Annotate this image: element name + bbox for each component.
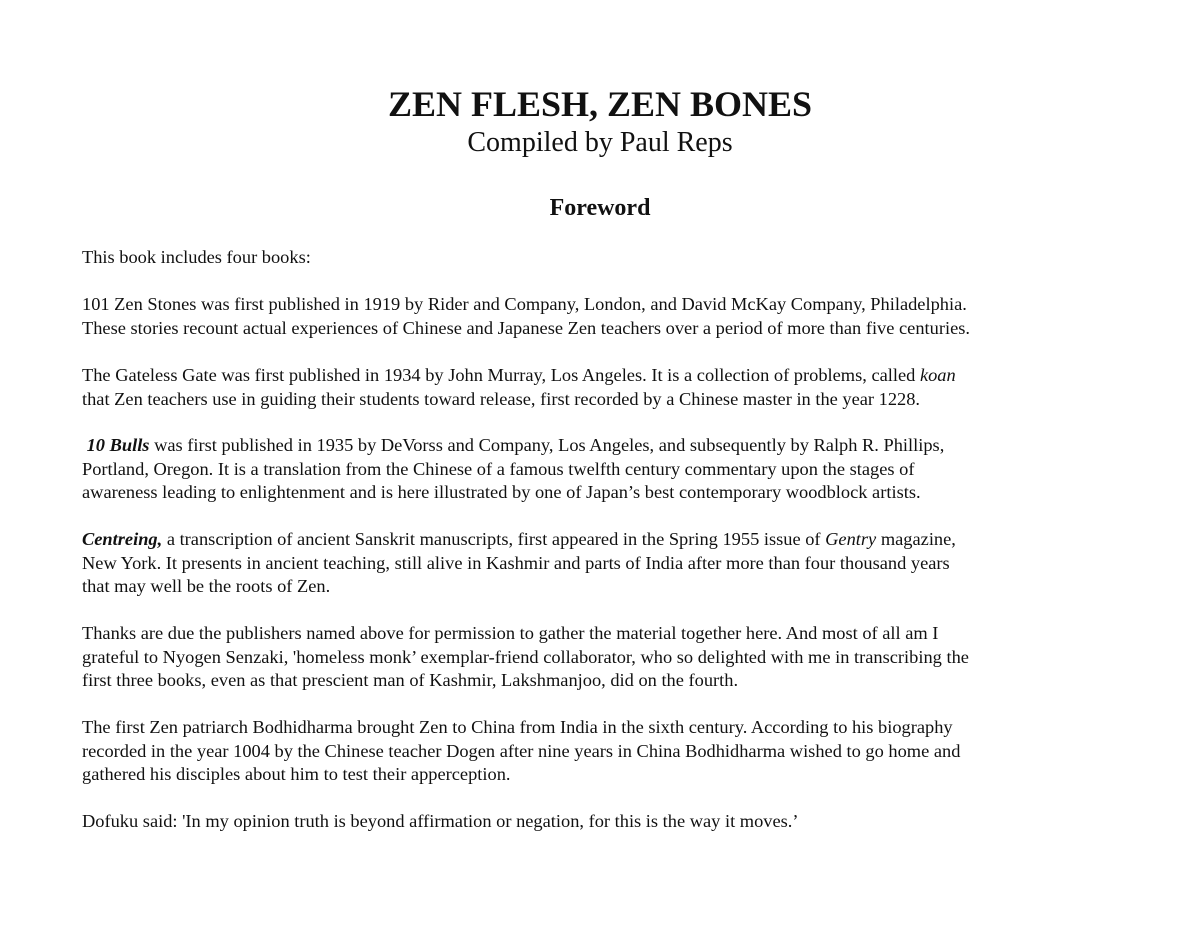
paragraph-line: Dofuku said: 'In my opinion truth is beyond affirmation or negation, for this is the way it moves.’ [82,811,799,831]
paragraph-thanks [82,622,1122,693]
document-title: ZEN FLESH, ZEN BONES [387,84,813,124]
magazine-title: Gentry [825,529,877,549]
koan-term: koan [919,365,956,385]
text-run: The Gateless Gate was first published in 1934 by John Murray, Los Angeles. It is a collection of problems, called [82,365,920,385]
paragraph-line [82,434,1122,458]
paragraph-ten-bulls [82,434,1122,505]
section-heading: Foreword [549,195,651,221]
text-run: was first published in 1935 by DeVorss and Company, Los Angeles, and subsequently by Ralph R. Phillips, [149,435,945,455]
paragraph-line: that Zen teachers use in guiding their students toward release, first recorded by a Chinese master in the year 1228. [82,388,921,409]
book-title-centreing: Centreing, [82,529,163,549]
paragraph-line: New York. It presents in ancient teaching, still alive in Kashmir and parts of India after more than four thousand years [82,552,950,573]
book-title-ten-bulls: 10 Bulls [86,435,150,455]
paragraph-bodhidharma [82,716,1122,787]
paragraph-centreing [82,528,1122,599]
paragraph-line: recorded in the year 1004 by the Chinese teacher Dogen after nine years in China Bodhidharma wished to go home and [82,740,961,761]
paragraph-zen-stones [82,293,1122,340]
document-subtitle: Compiled by Paul Reps [467,127,733,158]
paragraph-dofuku [82,810,1122,834]
paragraph-line [82,528,1122,552]
paragraph-line: Portland, Oregon. It is a translation from the Chinese of a famous twelfth century commentary upon the stages of [82,458,915,479]
paragraph-line: Thanks are due the publishers named above for permission to gather the material together here. And most of all am I [82,623,939,643]
text-run: magazine, [876,529,956,549]
paragraph-gateless-gate [82,364,1122,411]
paragraph-line: that may well be the roots of Zen. [82,576,331,596]
paragraph-line: awareness leading to enlightenment and is here illustrated by one of Japan’s best contemporary woodblock artists. [82,482,921,502]
paragraph-intro [82,246,1122,270]
paragraph-line: 101 Zen Stones was first published in 1919 by Rider and Company, London, and David McKay Company, Philadelphia. [82,294,967,314]
paragraph-line: first three books, even as that prescient man of Kashmir, Lakshmanjoo, did on the fourth. [82,670,739,690]
paragraph-line: The first Zen patriarch Bodhidharma brought Zen to China from India in the sixth century. According to his biography [82,717,953,737]
text-run: a transcription of ancient Sanskrit manuscripts, first appeared in the Spring 1955 issue of [162,529,826,549]
paragraph-line: This book includes four books: [82,247,311,267]
paragraph-line: These stories recount actual experiences of Chinese and Japanese Zen teachers over a period of more than five centuries. [82,317,970,338]
paragraph-line: gathered his disciples about him to test their apperception. [82,764,511,784]
paragraph-line: grateful to Nyogen Senzaki, 'homeless monk’ exemplar-friend collaborator, who so delighted with me in transcribing the [82,646,969,667]
paragraph-line [82,364,1122,388]
